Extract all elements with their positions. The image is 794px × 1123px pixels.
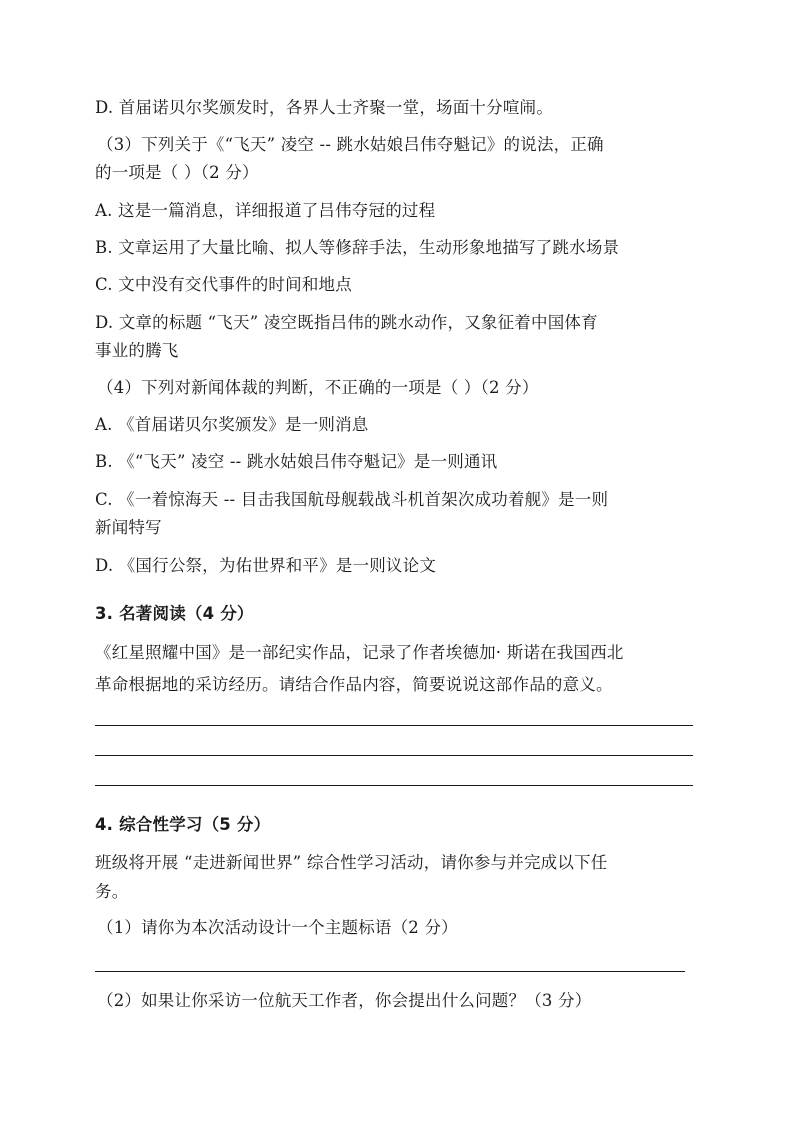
- q2-option-d-prev: D. 首届诺贝尔奖颁发时，各界人士齐聚一堂，场面十分喧闹。: [95, 98, 553, 117]
- q4-intro-line2: 务。: [95, 882, 129, 901]
- q2-sub4-option-c-line2: 新闻特写: [95, 518, 162, 537]
- q2-sub3-stem-line1: （3）下列关于《“飞天” 凌空 -- 跳水姑娘吕伟夺魁记》的说法，正确: [97, 135, 604, 154]
- q2-sub3-option-b: B. 文章运用了大量比喻、拟人等修辞手法，生动形象地描写了跳水场景: [95, 238, 620, 257]
- q3-answer-line-3[interactable]: [95, 785, 693, 786]
- q2-sub4-stem: （4）下列对新闻体裁的判断，不正确的一项是（ ）（2 分）: [97, 378, 539, 397]
- q4-sub1-answer-line[interactable]: [95, 971, 685, 972]
- q4-intro-line1: 班级将开展 “走进新闻世界” 综合性学习活动，请你参与并完成以下任: [95, 853, 608, 872]
- q3-answer-line-2[interactable]: [95, 755, 693, 756]
- q2-sub4-option-d: D. 《国行公祭，为佑世界和平》是一则议论文: [95, 556, 437, 575]
- q2-sub3-option-a: A. 这是一篇消息，详细报道了吕伟夺冠的过程: [95, 201, 436, 220]
- q3-body-line1: 《红星照耀中国》是一部纪实作品，记录了作者埃德加· 斯诺在我国西北: [95, 643, 624, 662]
- q2-sub3-option-d-line1: D. 文章的标题 “飞天” 凌空既指吕伟的跳水动作，又象征着中国体育: [95, 313, 598, 332]
- q4-sub2: （2）如果让你采访一位航天工作者，你会提出什么问题？（3 分）: [97, 991, 592, 1010]
- q4-heading: 4. 综合性学习（5 分）: [95, 815, 271, 834]
- q3-heading: 3. 名著阅读（4 分）: [95, 604, 254, 623]
- q2-sub4-option-b: B. 《“飞天” 凌空 -- 跳水姑娘吕伟夺魁记》是一则通讯: [95, 452, 498, 471]
- q2-sub3-stem-line2: 的一项是（ ）（2 分）: [95, 163, 259, 182]
- q3-answer-line-1[interactable]: [95, 725, 693, 726]
- q2-sub4-option-a: A. 《首届诺贝尔奖颁发》是一则消息: [95, 415, 369, 434]
- q3-body-line2: 革命根据地的采访经历。请结合作品内容，简要说说这部作品的意义。: [95, 675, 613, 694]
- q4-sub1: （1）请你为本次活动设计一个主题标语（2 分）: [97, 918, 458, 937]
- q2-sub3-option-d-line2: 事业的腾飞: [95, 341, 179, 360]
- q2-sub4-option-c-line1: C. 《一着惊海天 -- 目击我国航母舰载战斗机首架次成功着舰》是一则: [95, 490, 609, 509]
- q2-sub3-option-c: C. 文中没有交代事件的时间和地点: [95, 275, 352, 294]
